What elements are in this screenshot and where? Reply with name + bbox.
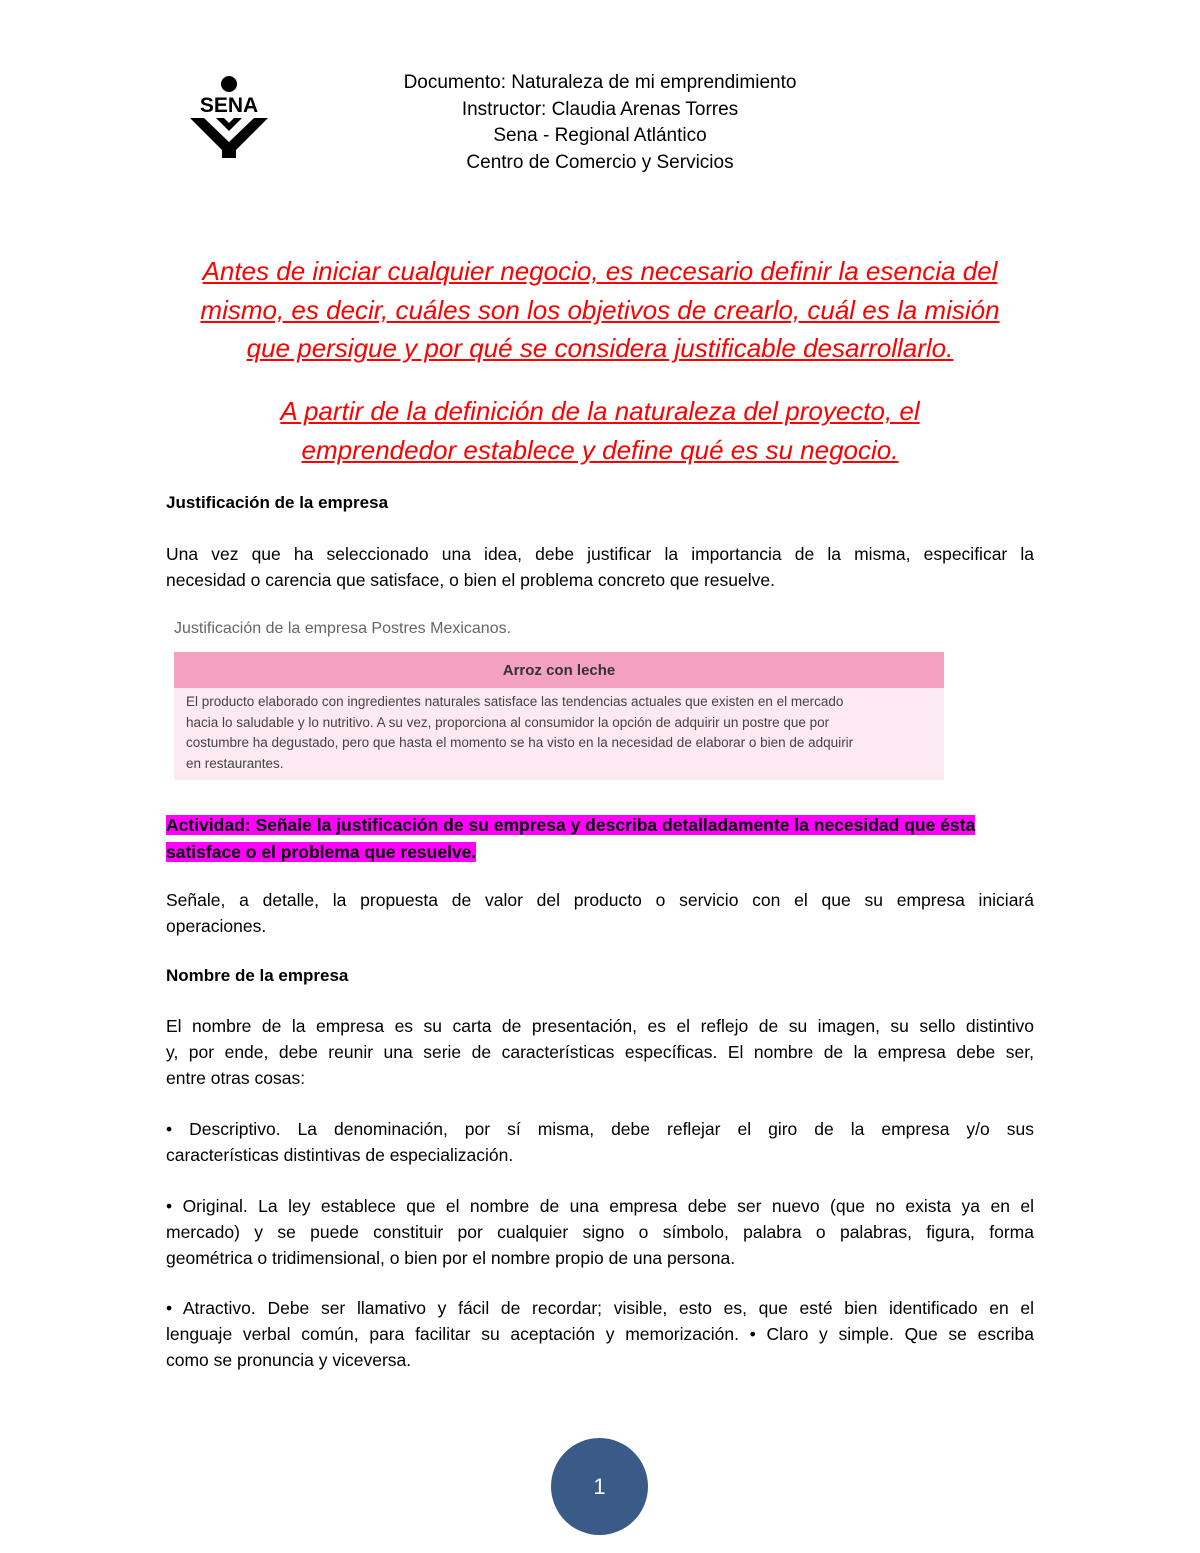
sena-logo [186,74,272,158]
intro-line: mismo, es decir, cuáles son los objetivos de crearlo, cuál es la misión [200,294,1000,325]
document-header [300,70,900,176]
text-line: Señale, a detalle, la propuesta de valor del producto o servicio con el que su empresa iniciará [166,890,1034,910]
intro-paragraph-1 [140,252,1060,368]
page-number-badge [551,1438,648,1535]
section-heading-nombre: Nombre de la empresa [166,966,349,985]
bullet-original [166,1193,1034,1271]
header-line: Sena - Regional Atlántico [493,125,707,146]
text-line: características distintivas de especialización. [166,1145,514,1165]
example-table-header: Arroz con leche [174,652,944,688]
section-heading-justificacion: Justificación de la empresa [166,493,389,512]
example-table-body [174,688,944,780]
text-line: entre otras cosas: [166,1068,306,1088]
text-line: geométrica o tridimensional, o bien por el nombre propio de una persona. [166,1248,736,1268]
svg-text:SENA: SENA [199,94,259,117]
text-line: • Atractivo. Debe ser llamativo y fácil de recordar; visible, esto es, que esté bien identificado en el [166,1298,1034,1318]
text-line: necesidad o carencia que satisface, o bien el problema concreto que resuelve. [166,570,775,590]
nombre-intro-text [166,1013,1034,1091]
activity-line: satisface o el problema que resuelve. [166,842,477,862]
intro-line: que persigue y por qué se considera justificable desarrollarlo. [246,333,954,363]
text-line: y, por ende, debe reunir una serie de características específicas. El nombre de la empresa debe ser, [166,1042,1034,1062]
table-line: en restaurantes. [186,755,284,771]
header-line: Centro de Comercio y Servicios [466,151,734,173]
activity-line: Actividad: Señale la justificación de su empresa y describa detalladamente la necesidad que ésta [166,815,976,835]
intro-line: emprendedor establece y define qué es su negocio. [301,434,899,465]
intro-line: Antes de iniciar cualquier negocio, es necesario definir la esencia del [202,256,998,286]
text-line: Una vez que ha seleccionado una idea, debe justificar la importancia de la misma, especificar la [166,544,1034,564]
example-table [174,652,944,780]
bullet-atractivo [166,1295,1034,1373]
header-line: Instructor: Claudia Arenas Torres [461,98,739,120]
propuesta-text [166,887,1034,939]
intro-paragraph-2 [140,392,1060,469]
table-line: El producto elaborado con ingredientes naturales satisface las tendencias actuales que existen en el mercado [186,694,844,709]
intro-line: A partir de la definición de la naturaleza del proyecto, el [280,396,920,426]
text-line: lenguaje verbal común, para facilitar su aceptación y memorización. • Claro y simple. Que se escriba [166,1324,1034,1344]
text-line: como se pronuncia y viceversa. [166,1350,412,1370]
page-number: 1 [593,1473,606,1499]
justificacion-text [166,541,1034,593]
bullet-descriptivo [166,1116,1034,1168]
text-line: mercado) y se puede constituir por cualquier signo o símbolo, palabra o palabras, figura, forma [166,1222,1034,1242]
text-line: operaciones. [166,916,267,936]
text-line: • Descriptivo. La denominación, por sí misma, debe reflejar el giro de la empresa y/o sus [166,1119,1034,1139]
activity-highlight [166,812,1034,866]
example-caption: Justificación de la empresa Postres Mexicanos. [174,620,512,637]
table-line: costumbre ha degustado, pero que hasta el momento se ha visto en la necesidad de elaborar o bien de adquirir [186,735,854,750]
text-line: • Original. La ley establece que el nombre de una empresa debe ser nuevo (que no exista ya en el [166,1196,1034,1216]
text-line: El nombre de la empresa es su carta de presentación, es el reflejo de su imagen, su sello distintivo [166,1016,1034,1036]
header-line: Documento: Naturaleza de mi emprendimiento [403,72,797,93]
table-line: hacia lo saludable y lo nutritivo. A su vez, proporciona al consumidor la opción de adquirir un postre que por [186,714,830,730]
